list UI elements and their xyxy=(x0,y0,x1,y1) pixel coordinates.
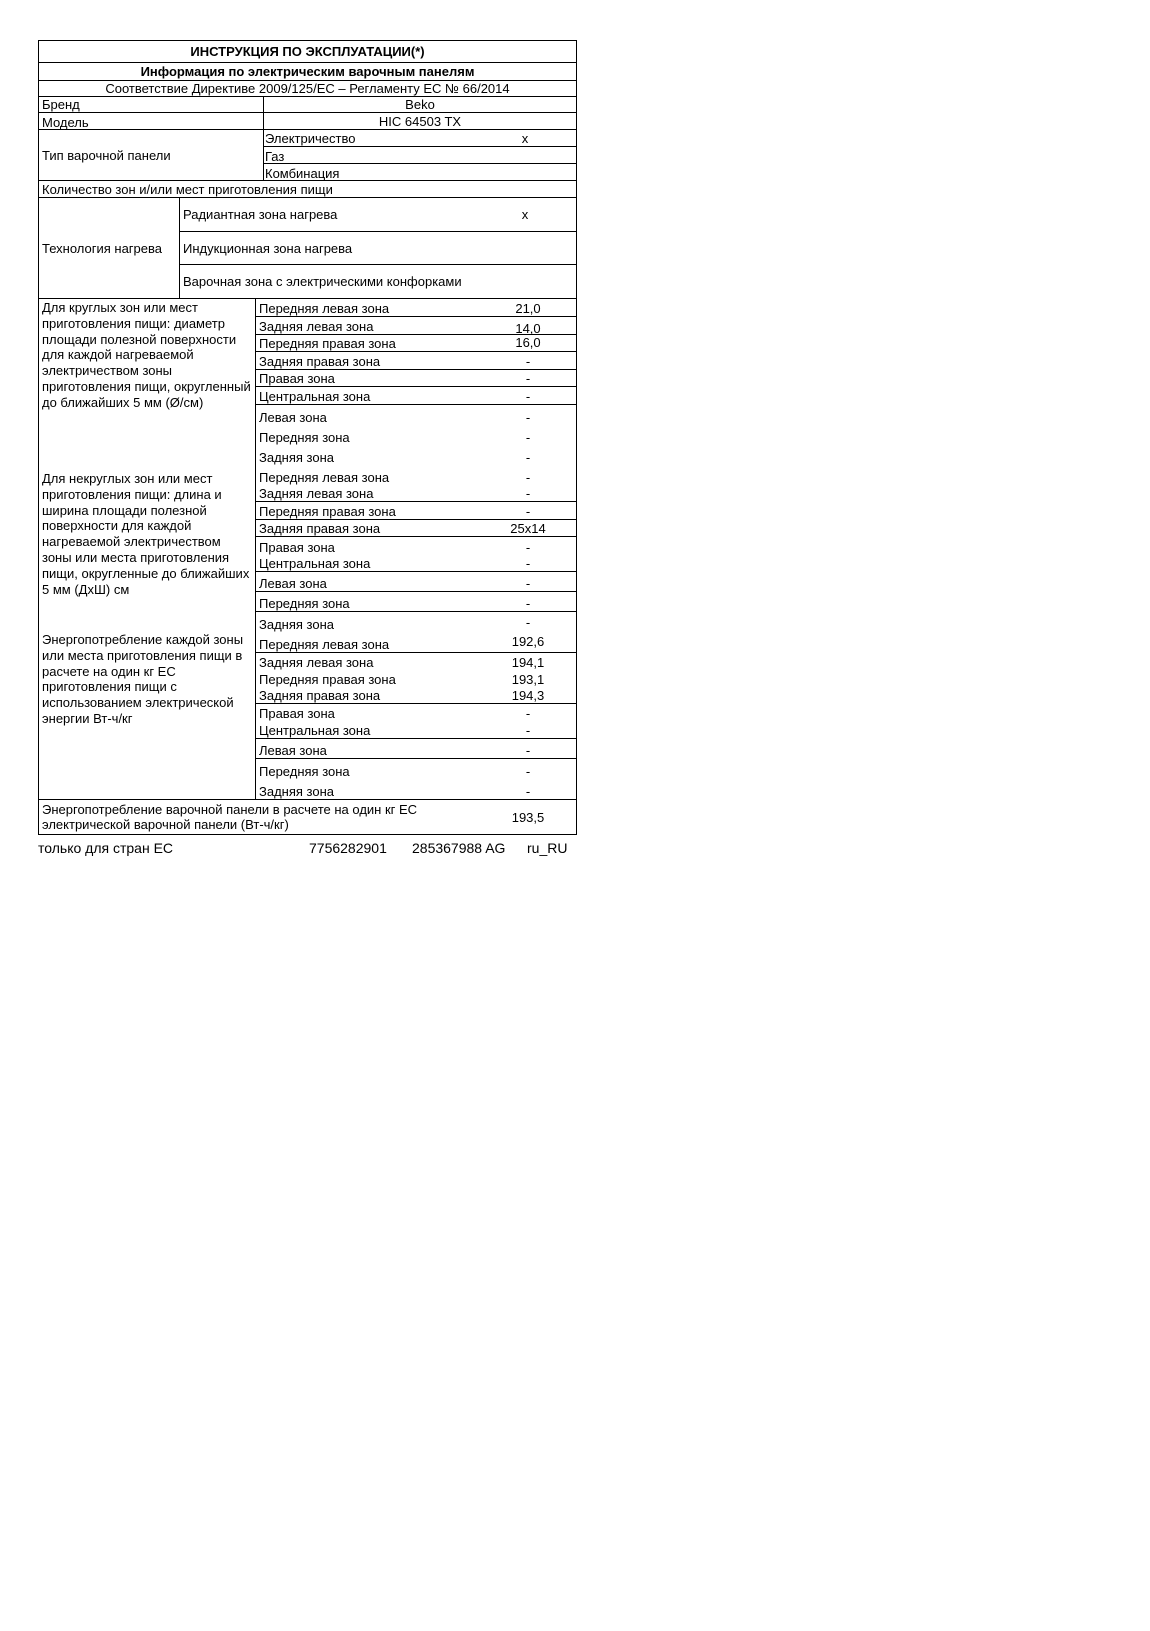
energy-zone-row xyxy=(256,632,576,653)
zones-section xyxy=(39,299,576,800)
zone-name: Передняя зона xyxy=(259,596,350,611)
zone-name: Задняя левая зона xyxy=(259,486,374,501)
zone-name: Передняя правая зона xyxy=(259,336,396,351)
zone-value: - xyxy=(525,450,531,465)
zone-name: Задняя левая зона xyxy=(259,655,374,670)
zone-value: - xyxy=(525,576,531,591)
zone-name: Задняя левая зона xyxy=(259,319,374,334)
zone-name: Передняя левая зона xyxy=(259,301,390,316)
zone-name: Правая зона xyxy=(259,706,335,721)
heating-tech-item xyxy=(180,232,576,265)
total-energy-value: 193,5 xyxy=(511,809,545,825)
hob-type-mark: x xyxy=(521,131,529,146)
zone-value: 21,0 xyxy=(515,301,541,316)
zone-value: 194,1 xyxy=(511,655,545,670)
zone-name: Передняя зона xyxy=(259,430,350,445)
zone-value: - xyxy=(525,615,531,630)
zones-descriptions xyxy=(39,299,256,799)
heating-tech-name: Варочная зона с электрическими конфорками xyxy=(183,274,462,289)
compliance-row xyxy=(39,81,576,97)
hob-type-item xyxy=(264,147,576,164)
zone-value: - xyxy=(525,371,531,386)
footer-locale: ru_RU xyxy=(527,840,568,856)
zone-value: - xyxy=(525,354,531,369)
brand-row xyxy=(39,97,576,113)
round-zone-row xyxy=(256,425,576,445)
nonround-zone-row xyxy=(256,572,576,592)
zone-name: Левая зона xyxy=(259,410,327,425)
hob-type-label: Тип варочной панели xyxy=(42,147,171,163)
zone-value: - xyxy=(525,430,531,445)
model-label: Модель xyxy=(42,114,89,130)
zone-name: Передняя левая зона xyxy=(259,470,390,485)
zone-value: - xyxy=(525,743,531,758)
energy-zone-row xyxy=(256,721,576,739)
hob-type-item xyxy=(264,164,576,181)
heating-tech-name: Радиантная зона нагрева xyxy=(183,207,338,222)
round-zone-row xyxy=(256,317,576,335)
footer-code-1: 7756282901 xyxy=(309,840,387,856)
energy-zone-row xyxy=(256,704,576,721)
zone-value: - xyxy=(525,540,531,555)
zone-value: 16,0 xyxy=(515,335,541,350)
heating-tech-label: Технология нагрева xyxy=(42,240,162,256)
zone-name: Задняя зона xyxy=(259,450,334,465)
hob-type-item xyxy=(264,130,576,147)
zone-value: - xyxy=(525,389,531,404)
hob-type-row xyxy=(39,130,576,181)
zone-value: - xyxy=(525,784,531,799)
energy-zone-row xyxy=(256,759,576,779)
heating-tech-item xyxy=(180,265,576,298)
footer xyxy=(38,835,577,859)
round-zone-row xyxy=(256,352,576,370)
zone-name: Задняя правая зона xyxy=(259,688,381,703)
zone-value: 192,6 xyxy=(511,634,545,649)
zones-values xyxy=(256,299,576,799)
round-zone-row xyxy=(256,387,576,405)
zone-name: Передняя правая зона xyxy=(259,672,396,687)
zone-name: Центральная зона xyxy=(259,556,371,571)
zone-value: - xyxy=(525,556,531,571)
energy-zones-description: Энергопотребление каждой зоны или места приготовления пищи в расчете на один кг ЕС приготовления пищи с использованием электрической энергии Вт-ч/кг xyxy=(42,632,244,726)
nonround-zone-row xyxy=(256,502,576,520)
zones-count-label: Количество зон и/или мест приготовления пищи xyxy=(42,181,333,197)
zone-name: Передняя зона xyxy=(259,764,350,779)
zone-name: Центральная зона xyxy=(259,389,371,404)
brand-value: Beko xyxy=(405,97,435,112)
zone-value: - xyxy=(525,504,531,519)
hob-type-list xyxy=(264,130,576,180)
energy-zone-row xyxy=(256,779,576,799)
document xyxy=(38,40,577,859)
round-zone-row xyxy=(256,445,576,465)
energy-zone-row xyxy=(256,687,576,704)
zone-name: Задняя зона xyxy=(259,784,334,799)
footer-code-2: 285367988 AG xyxy=(412,840,506,856)
subtitle-row xyxy=(39,63,576,81)
zone-value: - xyxy=(525,723,531,738)
zones-count-row xyxy=(39,181,576,198)
zone-name: Задняя правая зона xyxy=(259,354,381,369)
round-zone-row xyxy=(256,335,576,352)
zone-value: - xyxy=(525,764,531,779)
zone-value: - xyxy=(525,706,531,721)
energy-zone-row xyxy=(256,653,576,670)
heating-tech-mark: x xyxy=(521,207,529,222)
nonround-zone-row xyxy=(256,612,576,632)
spec-table xyxy=(38,40,577,835)
heating-tech-name: Индукционная зона нагрева xyxy=(183,240,353,256)
zone-value: 193,1 xyxy=(511,672,545,687)
zone-value: 194,3 xyxy=(511,688,545,703)
zone-name: Правая зона xyxy=(259,540,335,555)
total-energy-label: Энергопотребление варочной панели в расчете на один кг ЕС электрической варочной панели (Вт-ч/кг) xyxy=(42,802,418,832)
zone-name: Центральная зона xyxy=(259,723,371,738)
nonround-zone-row xyxy=(256,520,576,537)
document-title: ИНСТРУКЦИЯ ПО ЭКСПЛУАТАЦИИ(*) xyxy=(190,44,425,59)
round-zones-description: Для круглых зон или мест приготовления пищи: диаметр площади полезной поверхности для каждой нагреваемой электричеством зоны приготовления пищи, округленный до ближайших 5 мм (Ø/см) xyxy=(42,300,251,410)
hob-type-name: Газ xyxy=(265,149,285,164)
heating-tech-row xyxy=(39,198,576,299)
energy-zone-row xyxy=(256,670,576,687)
zone-name: Задняя зона xyxy=(259,617,334,632)
total-energy-row xyxy=(39,800,576,835)
model-row xyxy=(39,113,576,130)
heating-tech-list xyxy=(180,198,576,298)
zone-value: 25x14 xyxy=(510,521,546,536)
zone-value: - xyxy=(525,470,531,485)
hob-type-name: Комбинация xyxy=(265,166,340,181)
nonround-zone-row xyxy=(256,485,576,502)
energy-zone-row xyxy=(256,739,576,759)
nonround-zone-row xyxy=(256,555,576,572)
zone-name: Задняя правая зона xyxy=(259,521,381,536)
footer-note: только для стран ЕС xyxy=(38,840,174,856)
round-zone-row xyxy=(256,299,576,317)
zone-value: - xyxy=(525,596,531,611)
zone-value: - xyxy=(525,486,531,501)
hob-type-name: Электричество xyxy=(265,131,356,146)
nonround-zones-description: Для некруглых зон или мест приготовления пищи: длина и ширина площади полезной поверхности для каждой нагреваемой электричеством зоны или места приготовления пищи, округленные до ближайших 5 мм (ДхШ) см xyxy=(42,471,250,597)
brand-label: Бренд xyxy=(42,97,80,112)
round-zone-row xyxy=(256,370,576,387)
model-value: HIC 64503 TX xyxy=(378,113,462,129)
zone-name: Правая зона xyxy=(259,371,335,386)
heating-tech-item xyxy=(180,198,576,232)
nonround-zone-row xyxy=(256,592,576,612)
nonround-zone-row xyxy=(256,537,576,555)
round-zone-row xyxy=(256,405,576,425)
zone-name: Левая зона xyxy=(259,576,327,591)
zone-name: Левая зона xyxy=(259,743,327,758)
title-row xyxy=(39,41,576,63)
zone-name: Передняя левая зона xyxy=(259,637,390,652)
document-subtitle: Информация по электрическим варочным панелям xyxy=(140,64,475,79)
zone-value: - xyxy=(525,410,531,425)
nonround-zone-row xyxy=(256,465,576,485)
zone-name: Передняя правая зона xyxy=(259,504,396,519)
zone-value: 14,0 xyxy=(515,321,541,336)
compliance-text: Соответствие Директиве 2009/125/ЕС – Регламенту ЕС № 66/2014 xyxy=(105,81,510,96)
